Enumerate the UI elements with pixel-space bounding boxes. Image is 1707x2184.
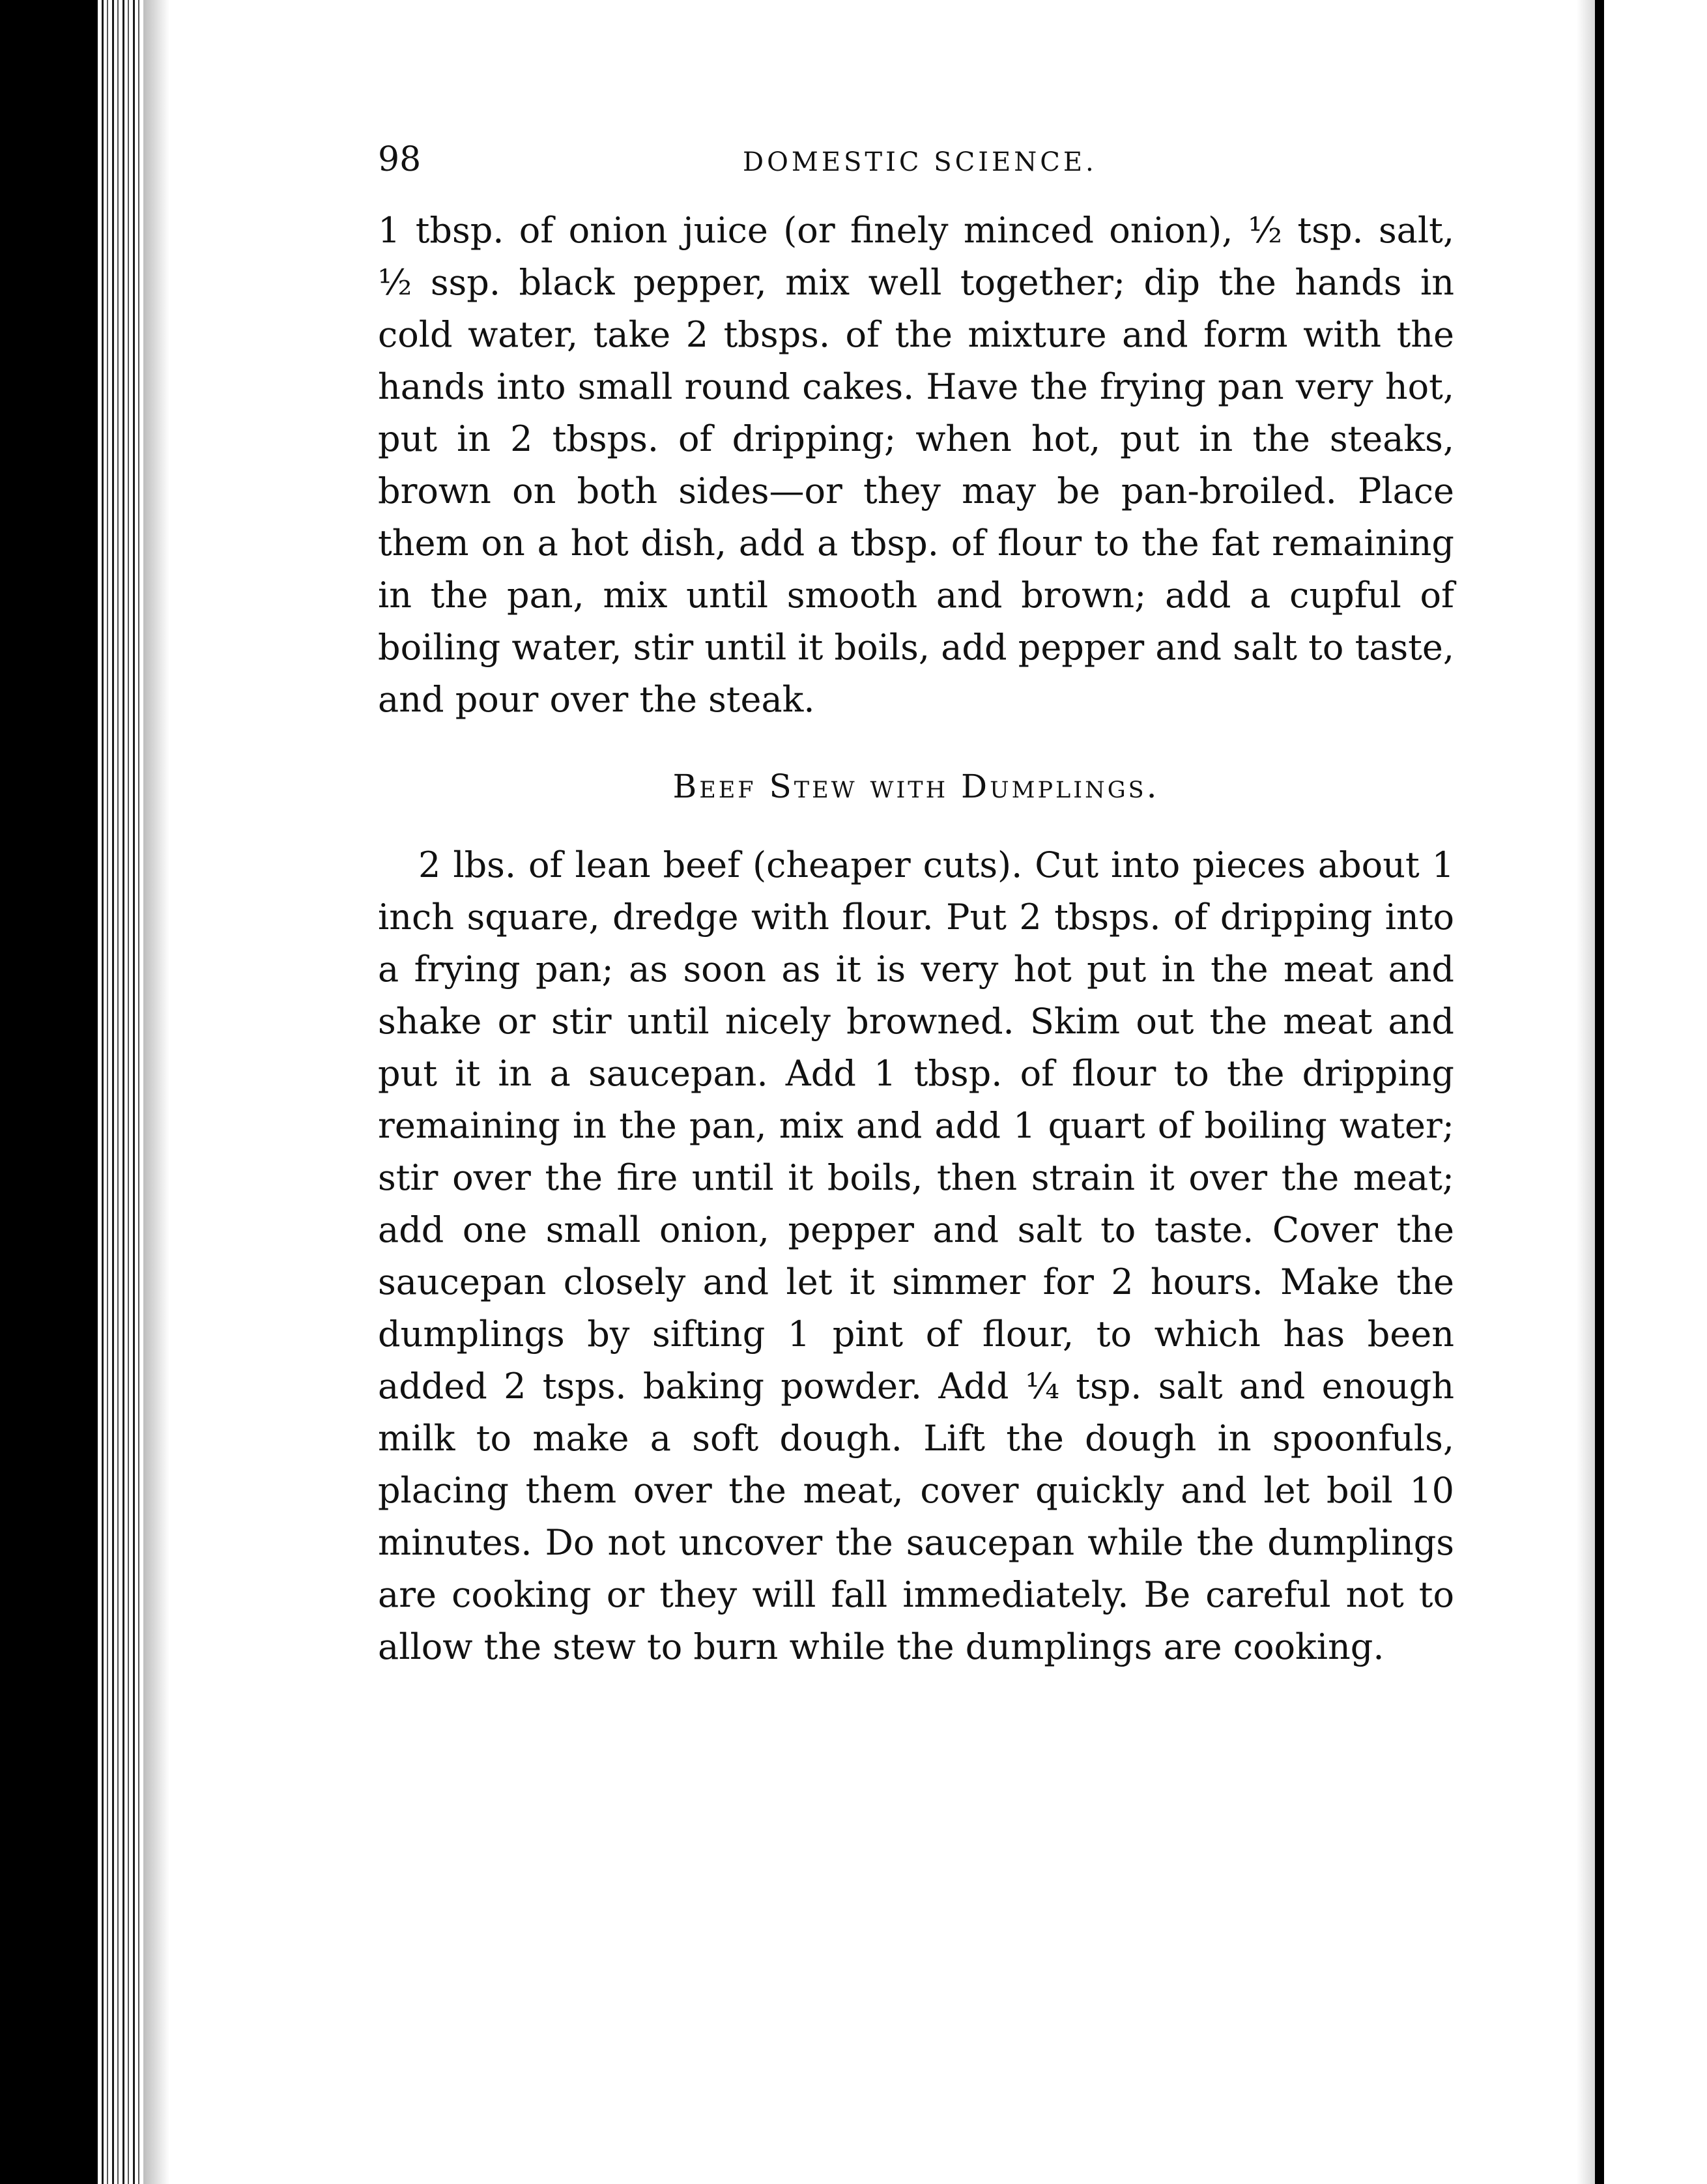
page-edge	[1595, 0, 1604, 2184]
section-paragraph: 2 lbs. of lean beef (cheaper cuts). Cut into pieces about 1 inch square, dredge with flour. Put 2 tbsps. of dripping into a frying pan; as soon as it is very hot put in the meat and shake or stir until nicely browned. Skim out the meat and put it in a saucepan. Add 1 tbsp. of flour to the dripping remaining in the pan, mix and add 1 quart of boiling water; stir over the fire until it boils, then strain it over the meat; add one small onion, pepper and salt to taste. Cover the saucepan closely and let it simmer for 2 hours. Make the dumplings by sifting 1 pint of flour, to which has been added 2 tsps. baking powder. Add ¼ tsp. salt and enough milk to make a soft dough. Lift the dough in spoonfuls, placing them over the meat, cover quickly and let boil 10 minutes. Do not uncover the saucepan while the dumplings are cooking or they will fall immediately. Be careful not to allow the stew to burn while the dumplings are cooking.	[378, 844, 1454, 1667]
binding-shadow	[0, 0, 98, 2184]
page-number: 98	[378, 140, 422, 179]
running-head	[378, 137, 1454, 182]
binding-fade	[143, 0, 169, 2184]
continued-paragraph: 1 tbsp. of onion juice (or finely minced onion), ½ tsp. salt, ½ ssp. black pepper, mix well together; dip the hands in cold water, take 2 tbsps. of the mixture and form with the hands into small round cakes. Have the frying pan very hot, put in 2 tbsps. of dripping; when hot, put in the steaks, brown on both sides—or they may be pan-broiled. Place them on a hot dish, add a tbsp. of flour to the fat remaining in the pan, mix until smooth and brown; add a cupful of boiling water, stir until it boils, add pepper and salt to taste, and pour over the steak.	[378, 210, 1454, 720]
page-content	[378, 137, 1454, 1673]
binding-edge-lines	[98, 0, 143, 2184]
right-margin	[1604, 0, 1707, 2184]
running-title: DOMESTIC SCIENCE.	[743, 147, 1097, 177]
page-edge-fade	[1577, 0, 1595, 2184]
section-heading: Beef Stew with Dumplings.	[672, 768, 1160, 805]
